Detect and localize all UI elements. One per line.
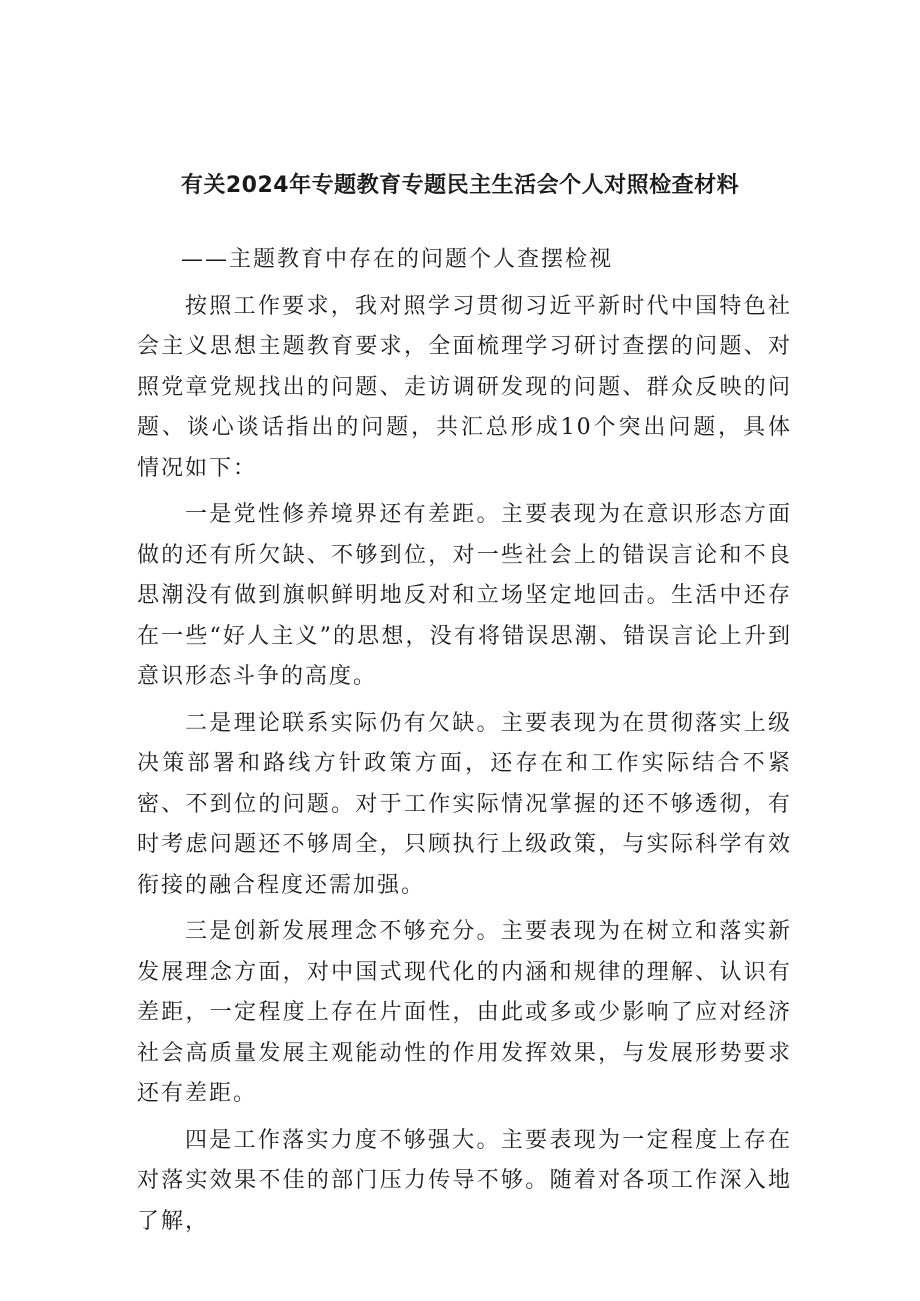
- paragraph-issue-4: 四是工作落实力度不够强大。主要表现为一定程度上存在对落实效果不佳的部门压力传导不够。随着对各项工作深入地了解，: [137, 1127, 792, 1234]
- paragraph-intro: 按照工作要求，我对照学习贯彻习近平新时代中国特色社会主义思想主题教育要求，全面梳理学习研讨查摆的问题、对照党章党规找出的问题、走访调研发现的问题、群众反映的问题、谈心谈话指出的问题，共汇总形成10个突出问题，具体情况如下：: [137, 293, 792, 481]
- paragraph-issue-3: 三是创新发展理念不够充分。主要表现为在树立和落实新发展理念方面，对中国式现代化的内涵和规律的理解、认识有差距，一定程度上存在片面性，由此或多或少影响了应对经济社会高质量发展主观能动性的作用发挥效果，与发展形势要求还有差距。: [137, 919, 792, 1106]
- document-body: [137, 240, 792, 1242]
- document-title: 有关2024年专题教育专题民主生活会个人对照检查材料: [180, 173, 740, 198]
- paragraph-issue-2: 二是理论联系实际仍有欠缺。主要表现为在贯彻落实上级决策部署和路线方针政策方面，还存在和工作实际结合不紧密、不到位的问题。对于工作实际情况掌握的还不够透彻，有时考虑问题还不够周全，只顾执行上级政策，与实际科学有效衔接的融合程度还需加强。: [137, 710, 792, 898]
- paragraph-issue-1: 一是党性修养境界还有差距。主要表现为在意识形态方面做的还有所欠缺、不够到位，对一些社会上的错误言论和不良思潮没有做到旗帜鲜明地反对和立场坚定地回击。生活中还存在一些“好人主义”的思想，没有将错误思潮、错误言论上升到意识形态斗争的高度。: [137, 502, 792, 689]
- document-subtitle: ——主题教育中存在的问题个人查摆检视: [181, 247, 614, 272]
